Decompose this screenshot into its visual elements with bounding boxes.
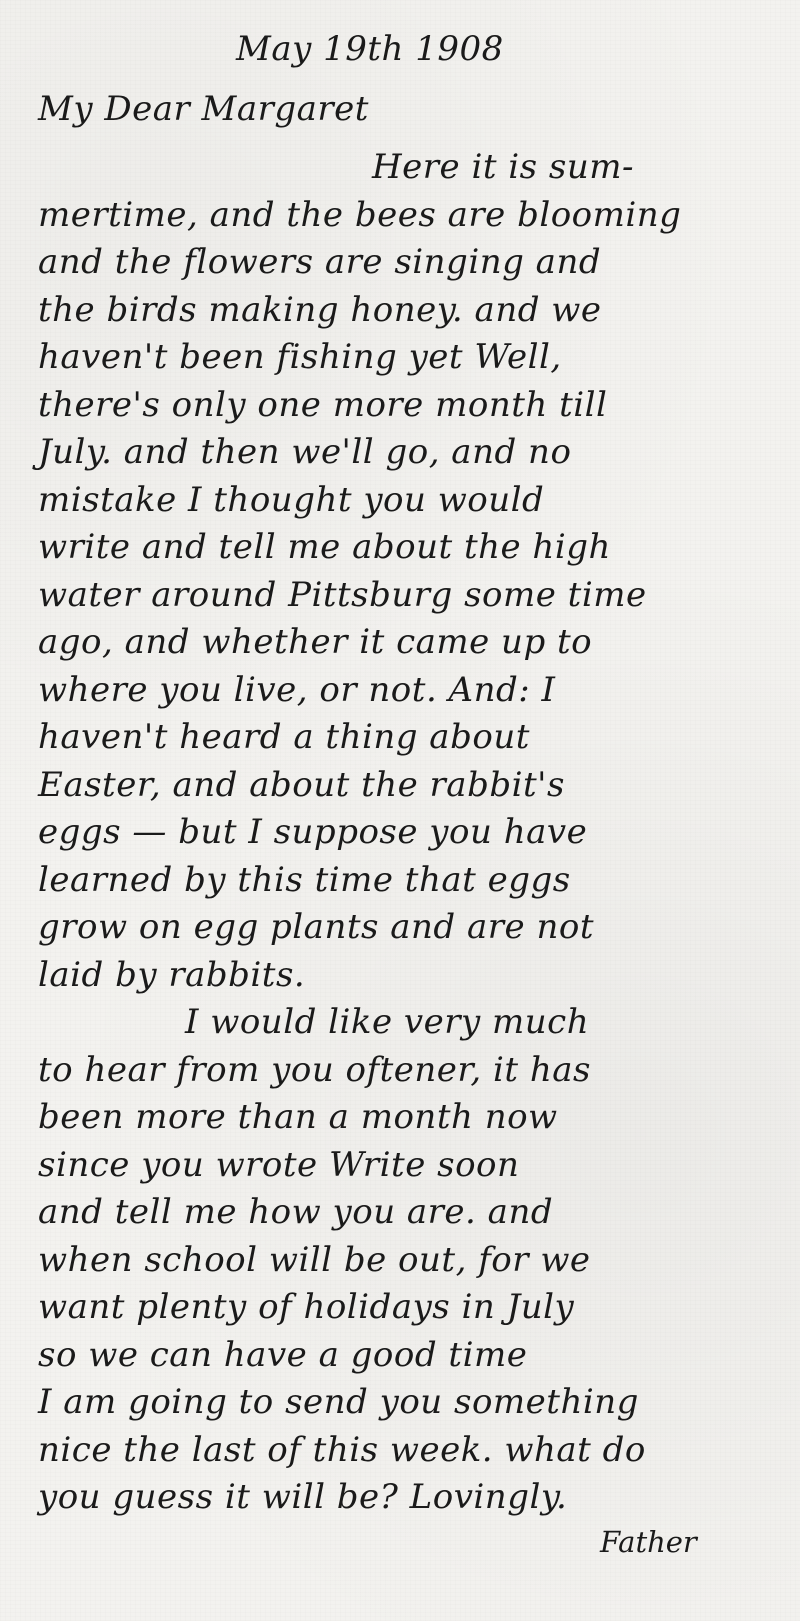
letter-line: ago, and whether it came up to	[38, 622, 593, 662]
letter-line: write and tell me about the high	[38, 527, 611, 567]
letter-line: water around Pittsburg some time	[38, 575, 647, 615]
letter-line: grow on egg plants and are not	[38, 907, 594, 947]
letter-line: mertime, and the bees are blooming	[38, 195, 682, 235]
letter-line: Here it is sum-	[372, 147, 635, 187]
letter-line: so we can have a good time	[38, 1335, 528, 1375]
letter-line: eggs — but I suppose you have	[38, 812, 588, 852]
letter-line: been more than a month now	[38, 1097, 558, 1137]
letter-line: mistake I thought you would	[38, 480, 545, 520]
letter-line: there's only one more month till	[38, 385, 608, 425]
letter-line: to hear from you oftener, it has	[38, 1050, 591, 1090]
letter-line: when school will be out, for we	[38, 1240, 591, 1280]
letter-signature: Father	[600, 1525, 697, 1559]
letter-line: since you wrote Write soon	[38, 1145, 520, 1185]
letter-line: nice the last of this week. what do	[38, 1430, 646, 1470]
letter-line: I would like very much	[185, 1002, 590, 1042]
letter-line: laid by rabbits.	[38, 955, 306, 995]
letter-line: haven't heard a thing about	[38, 717, 530, 757]
letter-line: learned by this time that eggs	[38, 860, 571, 900]
letter-line: want plenty of holidays in July	[38, 1287, 575, 1327]
letter-line: and tell me how you are. and	[38, 1192, 554, 1232]
letter-line: you guess it will be? Lovingly.	[38, 1477, 568, 1517]
letter-date: May 19th 1908	[236, 29, 504, 69]
letter-salutation: My Dear Margaret	[38, 89, 369, 129]
letter-line: where you live, or not. And: I	[38, 670, 556, 710]
letter-line: and the flowers are singing and	[38, 242, 602, 282]
letter-line: haven't been fishing yet Well,	[38, 337, 562, 377]
letter-line: July. and then we'll go, and no	[38, 432, 572, 472]
letter-line: I am going to send you something	[38, 1382, 639, 1422]
letter-line: Easter, and about the rabbit's	[38, 765, 565, 805]
letter-line: the birds making honey. and we	[38, 290, 602, 330]
